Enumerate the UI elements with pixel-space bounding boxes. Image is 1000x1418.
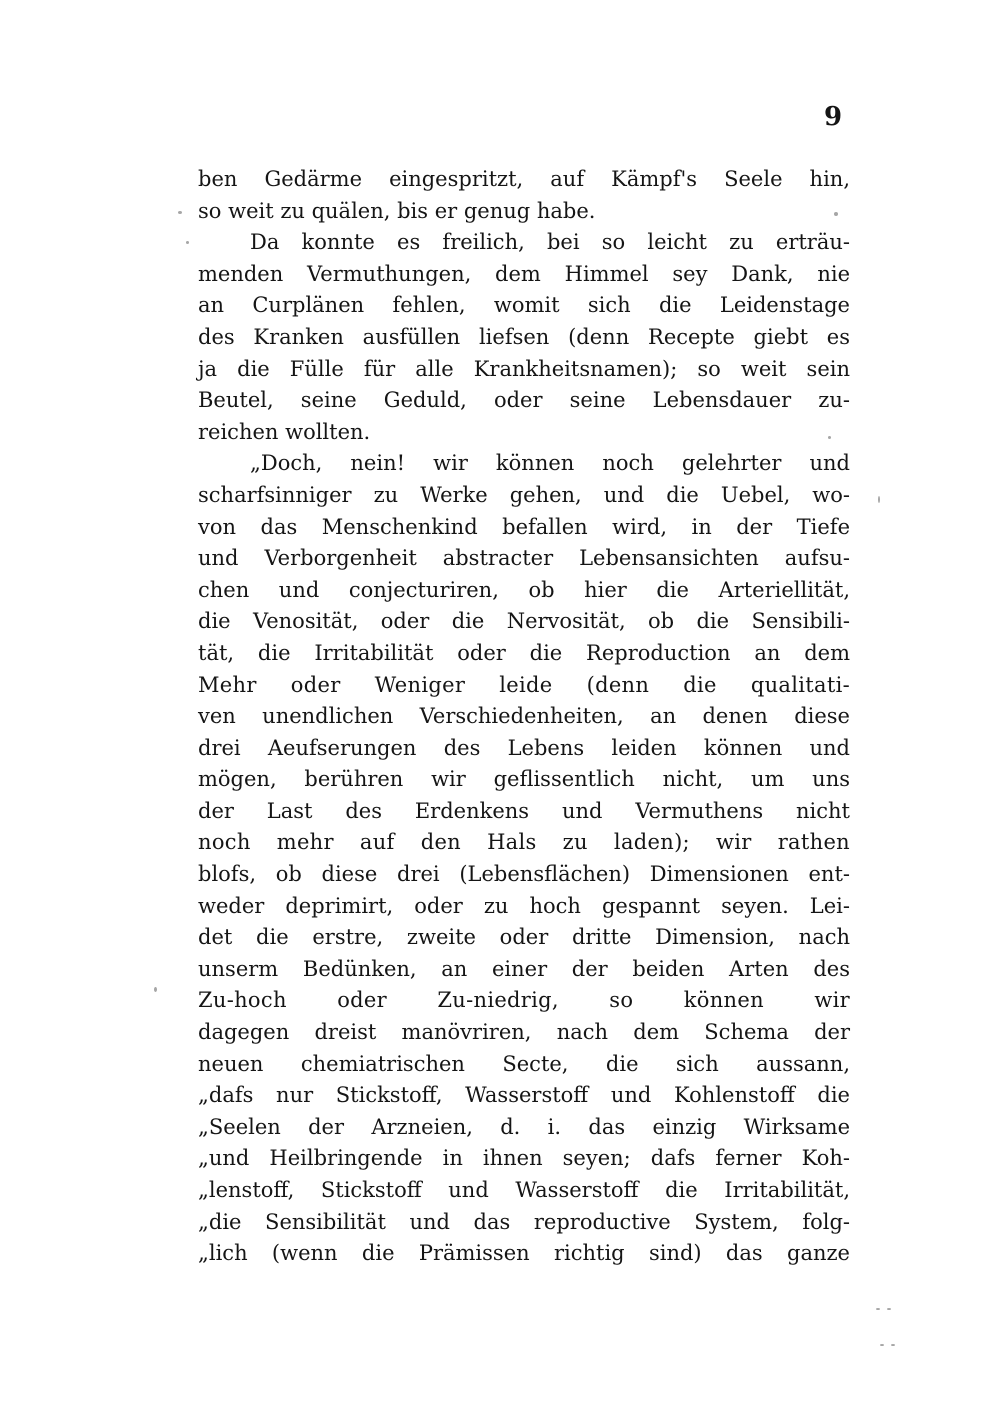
ink-speck	[891, 1344, 895, 1346]
text-line: von das Menschenkind befallen wird, in der Tiefe	[198, 514, 850, 539]
ink-speck	[828, 436, 831, 439]
text-line: Mehr oder Weniger leide (denn die qualitati-	[198, 672, 850, 697]
text-line: des Kranken ausfüllen liefsen (denn Recepte giebt es	[198, 324, 850, 349]
text-line: drei Aeufserungen des Lebens leiden können und	[198, 735, 850, 760]
text-line: Beutel, seine Geduld, oder seine Lebensdauer zu-	[198, 388, 850, 413]
text-line: tät, die Irritabilität oder die Reproduction an dem	[198, 640, 850, 665]
ink-speck	[186, 241, 189, 244]
text-line: neuen chemiatrischen Secte, die sich aussann,	[198, 1051, 850, 1076]
text-line: „lenstoff, Stickstoff und Wasserstoff die Irritabilität,	[198, 1178, 850, 1202]
text-line: der Last des Erdenkens und Vermuthens nicht	[198, 798, 850, 823]
text-line: „Doch, nein! wir können noch gelehrter und	[250, 451, 850, 476]
text-line: mögen, berühren wir geflissentlich nicht, um uns	[198, 767, 850, 792]
text-line: an Curplänen fehlen, womit sich die Leidenstage	[198, 293, 850, 318]
ink-speck	[178, 211, 182, 214]
text-line: so weit zu quälen, bis er genug habe.	[198, 198, 596, 223]
page-number: 9	[824, 102, 843, 132]
ink-speck	[834, 212, 838, 216]
text-line: menden Vermuthungen, dem Himmel sey Dank, nie	[198, 261, 850, 286]
text-line: unserm Bedünken, an einer der beiden Arten des	[198, 956, 850, 981]
text-line: „und Heilbringende in ihnen seyen; dafs ferner Koh-	[198, 1146, 850, 1171]
text-line: ven unendlichen Verschiedenheiten, an denen diese	[198, 704, 850, 729]
text-line: Da konnte es freilich, bei so leicht zu erträu-	[250, 230, 850, 255]
body-text	[198, 164, 850, 1270]
text-line: „Seelen der Arzneien, d. i. das einzig Wirksame	[198, 1114, 850, 1139]
text-line: ja die Fülle für alle Krankheitsnamen); so weit sein	[198, 356, 850, 381]
ink-speck	[880, 1344, 884, 1346]
text-line: det die erstre, zweite oder dritte Dimension, nach	[198, 925, 850, 950]
ink-speck	[154, 987, 157, 992]
text-line: dagegen dreist manövriren, nach dem Schema der	[198, 1020, 850, 1045]
text-line: noch mehr auf den Hals zu laden); wir rathen	[198, 830, 850, 855]
text-line: „die Sensibilität und das reproductive System, folg-	[198, 1209, 850, 1234]
text-line: chen und conjecturiren, ob hier die Arteriellität,	[198, 577, 850, 602]
text-line: ben Gedärme eingespritzt, auf Kämpf's Seele hin,	[198, 167, 850, 191]
text-line: Zu-hoch oder Zu-niedrig, so können wir	[198, 988, 850, 1013]
ink-speck	[887, 1308, 891, 1310]
text-line: und Verborgenheit abstracter Lebensansichten aufsu-	[198, 546, 850, 571]
text-line: weder deprimirt, oder zu hoch gespannt seyen. Lei-	[198, 893, 850, 918]
ink-speck	[876, 1308, 880, 1310]
text-line: reichen wollten.	[198, 419, 371, 444]
text-line: scharfsinniger zu Werke gehen, und die Uebel, wo-	[198, 482, 850, 507]
text-line: die Venosität, oder die Nervosität, ob die Sensibili-	[198, 609, 850, 634]
text-line: „lich (wenn die Prämissen richtig sind) das ganze	[198, 1241, 850, 1266]
text-line: „dafs nur Stickstoff, Wasserstoff und Kohlenstoff die	[198, 1083, 850, 1108]
ink-speck	[878, 496, 880, 503]
text-line: blofs, ob diese drei (Lebensflächen) Dimensionen ent-	[198, 862, 850, 887]
